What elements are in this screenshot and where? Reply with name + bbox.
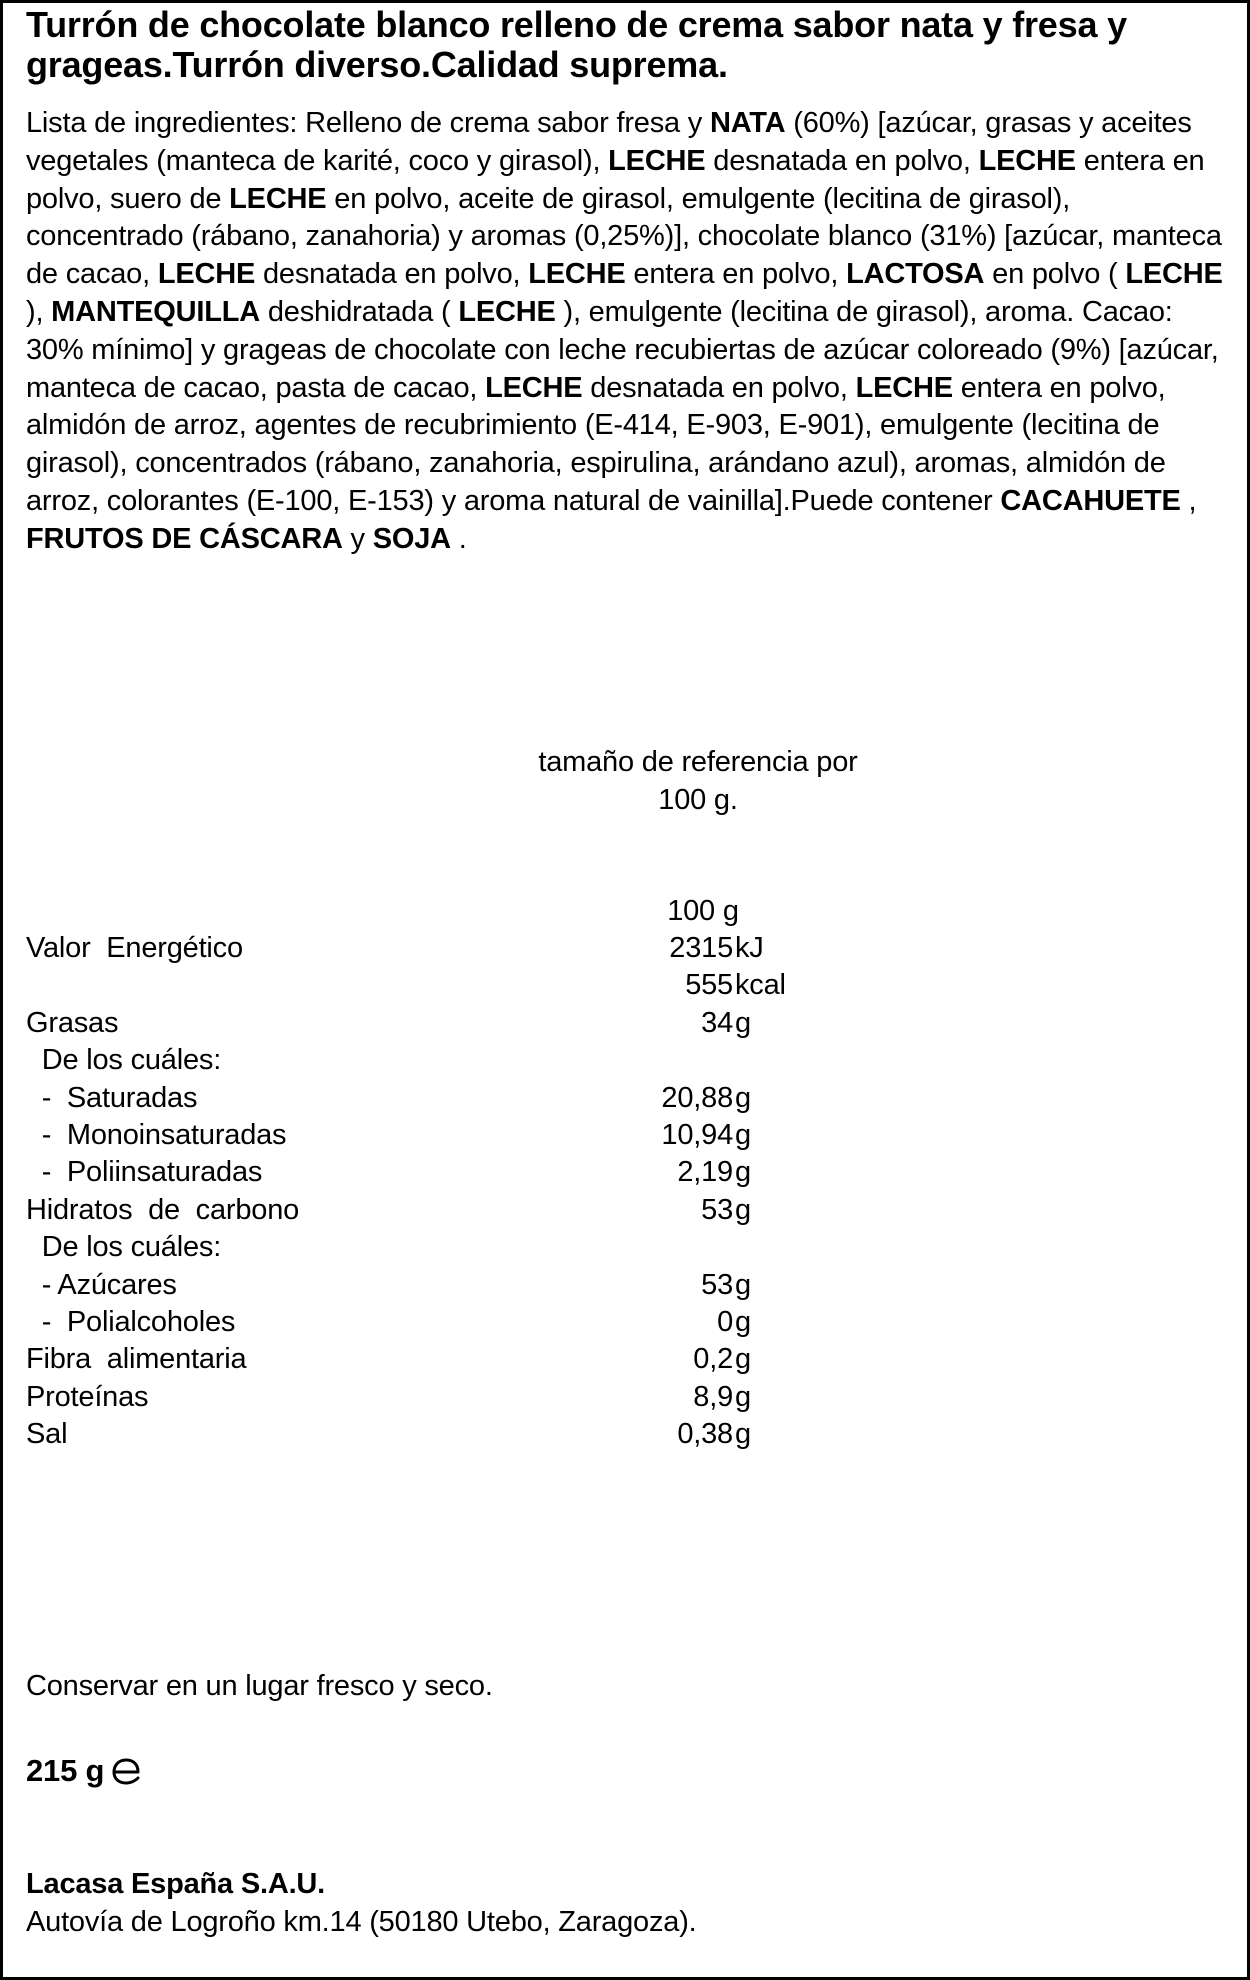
nutrition-value: 0,38 <box>677 1418 733 1451</box>
nutrition-label: - Poliinsaturadas <box>26 1156 263 1189</box>
net-weight-value: 215 g <box>26 1753 105 1788</box>
ingredient-text: y <box>342 522 373 555</box>
ingredient-text: desnatada en polvo, <box>705 144 979 177</box>
nutrition-unit: g <box>735 1343 751 1376</box>
nutrition-row <box>3 1303 1250 1341</box>
allergen-text: LECHE <box>978 144 1076 177</box>
nutrition-row <box>3 966 1250 1004</box>
nutrition-unit: g <box>735 1193 751 1226</box>
nutrition-value: 53 <box>701 1193 733 1226</box>
company-address: Autovía de Logroño km.14 (50180 Utebo, Zaragoza). <box>26 1906 697 1938</box>
nutrition-unit: g <box>735 1006 751 1039</box>
ingredient-text: entera en polvo, almidón de arroz, agentes de recubrimiento (E-414, E-903, E-901), emulgente (lecitina de girasol), concentrados (rábano, zanahoria, espirulina, arándano azul), aromas, almidón de arroz, colorantes (E-100, E-153) y aroma natural de vainilla].Puede contener <box>26 371 1166 517</box>
allergen-text: LECHE <box>608 144 706 177</box>
company-name: Lacasa España S.A.U. <box>26 1868 326 1900</box>
nutrition-label: Valor Energético <box>26 932 243 964</box>
allergen-text: SOJA <box>372 522 451 555</box>
nutrition-unit: g <box>735 1306 751 1338</box>
nutrition-value: 0,2 <box>693 1343 733 1376</box>
nutrition-unit: g <box>735 1156 751 1189</box>
nutrition-label: Proteínas <box>26 1380 149 1413</box>
allergen-text: NATA <box>709 107 786 139</box>
estimated-sign-icon <box>108 1751 146 1791</box>
nutrition-row <box>3 1004 1250 1042</box>
nutrition-label: Grasas <box>26 1006 119 1039</box>
nutrition-unit: g <box>735 1418 751 1451</box>
nutrition-label: - Azúcares <box>26 1268 177 1301</box>
nutrition-value: 2,19 <box>677 1156 733 1189</box>
allergen-text: MANTEQUILLA <box>51 295 261 328</box>
nutrition-unit: kcal <box>735 969 786 1002</box>
nutrition-row <box>3 929 1250 967</box>
nutrition-unit: g <box>735 1380 751 1413</box>
reference-size-line2: 100 g. <box>658 784 738 816</box>
ingredient-text: en polvo, aceite de girasol, emulgente (lecitina de girasol), concentrado (rábano, zanahoria) y aromas (0,25%)], chocolate blanco (31%) [azúcar, manteca de cacao, <box>26 182 1222 291</box>
ingredient-text: desnatada en polvo, <box>255 258 529 291</box>
nutrition-row <box>3 1378 1250 1416</box>
nutrition-unit: kJ <box>735 932 764 964</box>
allergen-text: CACAHUETE <box>1000 484 1181 517</box>
allergen-text: LECHE <box>229 182 327 215</box>
storage-instructions: Conservar en un lugar fresco y seco. <box>26 1670 493 1702</box>
allergen-text: FRUTOS DE CÁSCARA <box>26 522 343 555</box>
ingredients-list <box>26 105 1231 559</box>
nutrition-row <box>3 1415 1250 1453</box>
nutrition-label: Hidratos de carbono <box>26 1193 300 1226</box>
nutrition-row <box>3 1191 1250 1229</box>
nutrition-label: - Monoinsaturadas <box>26 1119 287 1151</box>
nutrition-unit: g <box>735 1268 751 1301</box>
ingredient-text: Lista de ingredientes: Relleno de crema sabor fresa y <box>26 107 710 139</box>
product-title: Turrón de chocolate blanco relleno de crema sabor nata y fresa y grageas.Turrón diverso.Calidad suprema. <box>26 4 1127 85</box>
nutrition-row <box>3 1116 1250 1154</box>
nutrition-row <box>3 1041 1250 1079</box>
nutrition-row <box>3 1266 1250 1304</box>
nutrition-row <box>3 1340 1250 1378</box>
nutrition-label: - Saturadas <box>26 1081 198 1114</box>
ingredient-text: entera en polvo, <box>625 258 847 291</box>
nutrition-label: Sal <box>26 1418 68 1451</box>
allergen-text: LECHE <box>485 371 583 404</box>
allergen-text: LECHE <box>1125 258 1223 291</box>
allergen-text: LECHE <box>157 258 256 291</box>
nutrition-value: 8,9 <box>693 1380 733 1413</box>
nutrition-value: 53 <box>701 1268 733 1301</box>
nutrition-row <box>3 1228 1250 1266</box>
reference-size-heading <box>443 743 953 819</box>
allergen-text: LACTOSA <box>846 258 985 291</box>
nutrition-column-header: 100 g <box>667 895 739 927</box>
nutrition-label: De los cuáles: <box>26 1231 222 1264</box>
nutrition-row <box>3 1153 1250 1191</box>
nutrition-unit: g <box>735 1119 751 1151</box>
nutrition-value: 555 <box>685 969 733 1002</box>
nutrition-row <box>3 1079 1250 1117</box>
allergen-text: LECHE <box>528 258 626 291</box>
ingredient-text: deshidratada ( <box>260 295 459 328</box>
ingredient-text: . <box>450 522 467 555</box>
nutrition-value: 10,94 <box>661 1119 733 1151</box>
nutrition-label: De los cuáles: <box>26 1044 222 1077</box>
allergen-text: LECHE <box>458 295 556 328</box>
ingredient-text: ), emulgente (lecitina de girasol), aroma. Cacao: 30% mínimo] y grageas de chocolate con leche recubiertas de azúcar coloreado (9%) [azúcar, manteca de cacao, pasta de cacao, <box>26 295 1219 404</box>
nutrition-unit: g <box>735 1081 751 1114</box>
nutrition-value: 20,88 <box>661 1081 733 1114</box>
nutrition-label: Fibra alimentaria <box>26 1343 247 1376</box>
nutrition-value: 0 <box>717 1306 733 1338</box>
nutrition-label: - Polialcoholes <box>26 1306 236 1338</box>
nutrition-value: 2315 <box>669 932 733 964</box>
net-weight <box>26 1751 146 1791</box>
reference-size-line1: tamaño de referencia por <box>538 746 858 778</box>
ingredient-text: en polvo ( <box>984 258 1126 291</box>
nutrition-value: 34 <box>701 1006 733 1039</box>
ingredient-text: desnatada en polvo, <box>582 371 856 404</box>
ingredient-text: ), <box>26 295 52 328</box>
allergen-text: LECHE <box>855 371 953 404</box>
ingredient-text: entera en polvo, suero de <box>26 144 1205 215</box>
ingredient-text: (60%) [azúcar, grasas y aceites vegetales (manteca de karité, coco y girasol), <box>26 107 1192 177</box>
ingredient-text: , <box>1180 484 1197 517</box>
